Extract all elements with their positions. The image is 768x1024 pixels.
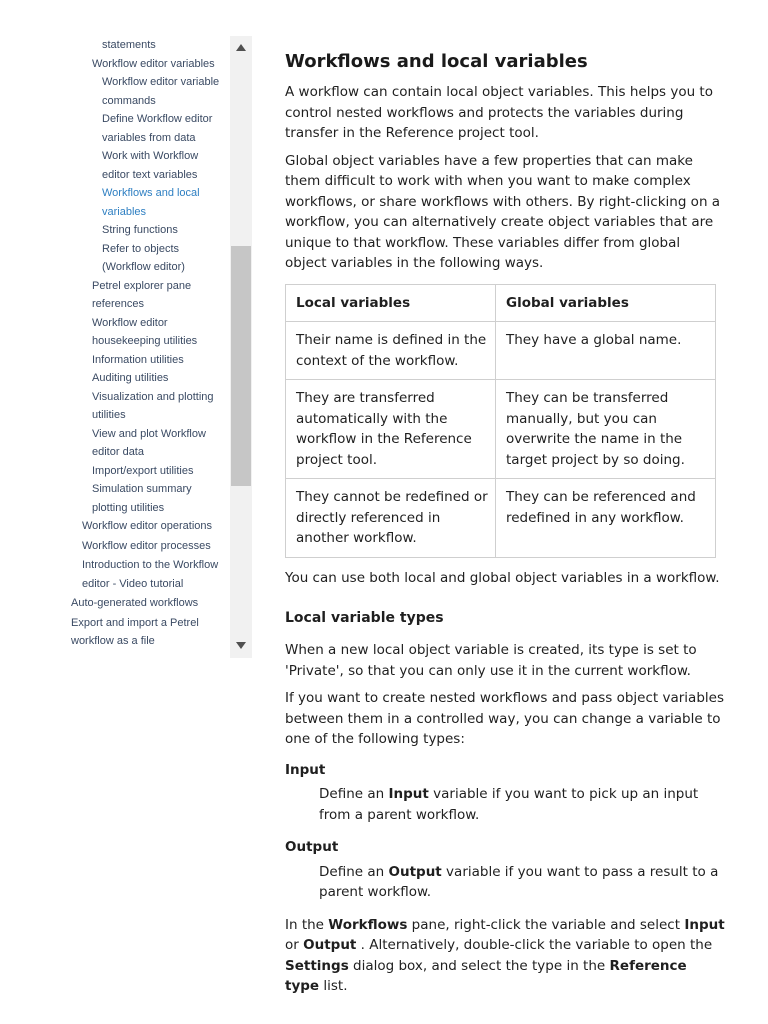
toc-link-label: variables — [102, 205, 147, 218]
page-title: Workflows and local variables — [285, 51, 588, 72]
toc-link[interactable] — [62, 425, 230, 462]
toc-link-label: Work with Workflow — [102, 150, 199, 162]
toc-link[interactable] — [62, 277, 230, 314]
toc-link[interactable] — [62, 369, 230, 388]
output-post: variable if you want to pass a result to a parent workflow. — [319, 863, 719, 900]
scroll-up-button[interactable] — [230, 36, 252, 60]
toc-link-label: editor text variables — [102, 168, 198, 181]
toc-link[interactable] — [62, 517, 230, 536]
table-cell: They are transferred automatically with the workflow in the Reference project tool. — [286, 380, 496, 479]
section-title: Local variable types — [285, 610, 444, 626]
output-bold: Output — [388, 863, 442, 880]
table-cell: They have a global name. — [496, 322, 716, 380]
toc-link-label: Introduction to the Workflow — [82, 559, 219, 571]
toc-link[interactable] — [62, 55, 230, 74]
toc-link[interactable] — [62, 614, 230, 651]
toc-link-label: references — [92, 298, 144, 310]
toc-link-label: plotting utilities — [92, 501, 165, 514]
input-pre: Define an — [319, 786, 389, 802]
variables-comparison-table — [285, 284, 716, 558]
input-bold: Input — [388, 786, 429, 802]
final-text-6: list. — [319, 978, 348, 994]
toc-link-label: Export and import a Petrel — [71, 616, 199, 629]
toc-link-label: Simulation summary — [92, 483, 192, 495]
final-text-4: . Alternatively, double-click the variable to open the — [356, 937, 713, 953]
input-term: Input — [285, 761, 326, 778]
toc-link-label: variables from data — [102, 131, 196, 144]
intro-paragraph-1: A workflow can contain local object variables. This helps you to control nested workflows and protects the variables during transfer in the Reference project tool. — [285, 84, 713, 141]
table-header-row — [286, 284, 716, 322]
toc-link-label: utilities — [92, 409, 126, 421]
toc-link-label: Information utilities — [92, 353, 184, 366]
final-bold-input: Input — [684, 916, 725, 933]
toc-sidebar — [62, 36, 252, 658]
final-bold-reference-type: Reference type — [285, 957, 687, 994]
toc-link-label: Visualization and plotting — [92, 390, 214, 403]
toc-link[interactable] — [62, 147, 230, 184]
intro-paragraph-2: Global object variables have a few properties that can make them difficult to work with when you want to make complex workflows, or share workflows with others. By right-clicking on a workflow, you can alternatively create object variables that are unique to that workflow. These variables differ from global object variables in the following ways. — [285, 152, 721, 271]
toc-link[interactable] — [62, 537, 230, 556]
variable-types-list — [285, 760, 725, 903]
toc-link[interactable] — [62, 556, 230, 593]
final-text-5: dialog box, and select the type in the — [348, 957, 610, 974]
final-text-2: pane, right-click the variable and select — [407, 916, 685, 933]
types-paragraph-1: When a new local object variable is created, its type is set to 'Private', so that you can only use it in the current workflow. — [285, 642, 697, 679]
toc-link-label: Define Workflow editor — [102, 113, 213, 125]
toc-link[interactable] — [62, 221, 230, 240]
toc-link-label: Import/export utilities — [92, 464, 194, 477]
toc-link[interactable] — [62, 240, 230, 277]
toc-link-label: commands — [102, 94, 156, 107]
toc-link-label: Workflow editor — [92, 316, 168, 329]
final-text-3: or — [285, 937, 304, 953]
toc-link[interactable] — [62, 184, 230, 221]
toc-link[interactable] — [62, 36, 230, 55]
toc-link-label: Workflows and local — [102, 187, 200, 199]
table-cell: They cannot be redefined or directly referenced in another workflow. — [286, 479, 496, 558]
toc-link-label: View and plot Workflow — [92, 427, 206, 440]
types-paragraph-2: If you want to create nested workflows and pass object variables between them in a controlled way, you can change a variable to one of the following types: — [285, 690, 724, 747]
toc-link-label: workflow as a file — [71, 635, 155, 647]
output-pre: Define an — [319, 863, 389, 880]
toc-link-label: (Workflow editor) — [102, 261, 185, 273]
toc-list — [62, 36, 230, 652]
final-bold-workflows: Workflows — [328, 916, 408, 933]
toc-link[interactable] — [62, 388, 230, 425]
toc-link-label: Workflow editor variable — [102, 76, 220, 88]
table-cell: Their name is defined in the context of the workflow. — [286, 322, 496, 380]
final-bold-settings: Settings — [285, 957, 349, 974]
toc-link-label: Auto-generated workflows — [71, 597, 199, 609]
final-paragraph — [285, 915, 725, 997]
table-row — [286, 479, 716, 558]
output-definition — [319, 862, 725, 903]
final-bold-output: Output — [303, 937, 357, 953]
toc-link-label: Petrel explorer pane — [92, 279, 192, 292]
table-cell: They can be referenced and redefined in any workflow. — [496, 479, 716, 558]
toc-link-label: statements — [102, 39, 156, 51]
caret-down-icon — [236, 642, 246, 649]
toc-link-label: Workflow editor variables — [92, 57, 215, 70]
input-definition — [319, 784, 725, 825]
toc-scrollbar[interactable] — [230, 36, 252, 658]
table-row — [286, 380, 716, 479]
toc-link[interactable] — [62, 110, 230, 147]
toc-link-label: housekeeping utilities — [92, 335, 198, 347]
toc-link[interactable] — [62, 314, 230, 351]
toc-link-label: String functions — [102, 224, 178, 236]
after-table-paragraph: You can use both local and global object variables in a workflow. — [285, 569, 720, 586]
table-row — [286, 322, 716, 380]
toc-link[interactable] — [62, 351, 230, 370]
toc-link[interactable] — [62, 480, 230, 517]
table-header-local: Local variables — [286, 284, 496, 322]
toc-link-label: editor - Video tutorial — [82, 577, 184, 590]
toc-link-label: Workflow editor processes — [82, 539, 211, 552]
final-text-1: In the — [285, 916, 329, 933]
toc-link-label: editor data — [92, 446, 144, 458]
toc-link-label: Auditing utilities — [92, 372, 169, 384]
toc-link[interactable] — [62, 462, 230, 481]
scroll-thumb[interactable] — [231, 246, 251, 486]
article — [285, 40, 725, 1004]
toc-link-label: Workflow editor operations — [82, 520, 213, 532]
output-term: Output — [285, 839, 339, 855]
toc-link-label: Refer to objects — [102, 242, 180, 255]
table-header-global: Global variables — [496, 284, 716, 322]
table-cell: They can be transferred manually, but you can overwrite the name in the target project by so doing. — [496, 380, 716, 479]
toc-link[interactable] — [62, 73, 230, 110]
input-post: variable if you want to pick up an input from a parent workflow. — [319, 786, 699, 823]
scroll-down-button[interactable] — [230, 634, 252, 658]
toc-link[interactable] — [62, 594, 230, 613]
caret-up-icon — [236, 44, 246, 51]
